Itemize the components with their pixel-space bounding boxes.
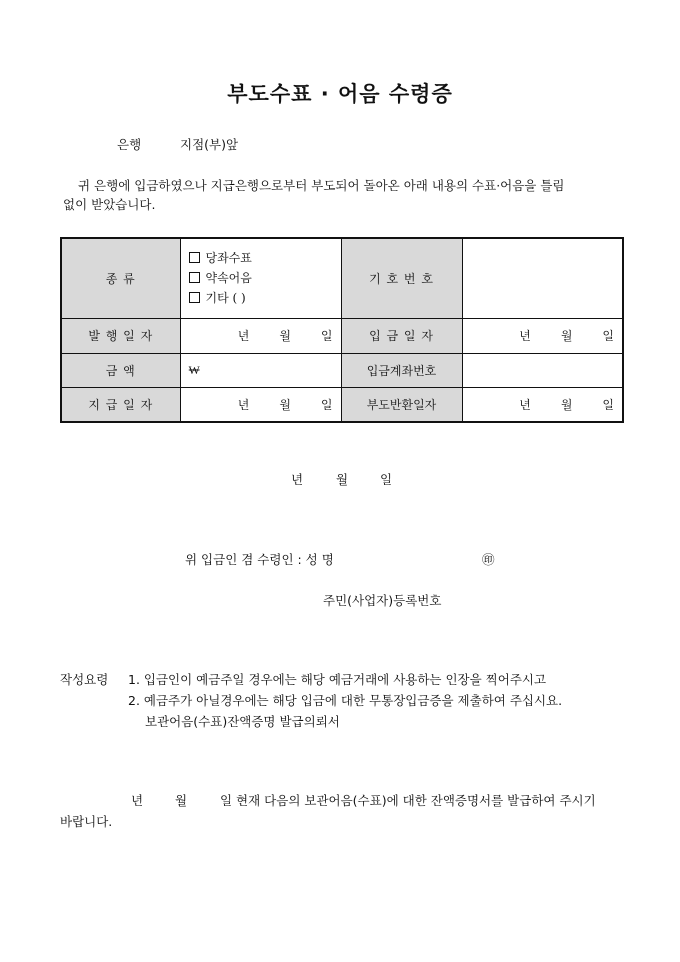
serial-number-label: 기 호 번 호 xyxy=(341,238,462,318)
deposit-date-label: 입 금 일 자 xyxy=(341,318,462,353)
note-item-1: 1. 입금인이 예금주일 경우에는 해당 예금거래에 사용하는 인장을 찍어주시고 xyxy=(128,672,547,687)
payment-date-label: 지 급 일 자 xyxy=(61,387,180,422)
certificate-request-title: 보관어음(수표)잔액증명 발급의뢰서 xyxy=(145,714,340,729)
amount-field[interactable] xyxy=(180,353,341,387)
request-year: 년 xyxy=(131,793,144,808)
payment-date-field[interactable]: 년 월 일 xyxy=(180,387,341,422)
seal-mark: ㊞ xyxy=(482,552,495,567)
bank-label: 은행 xyxy=(117,137,142,152)
serial-number-field[interactable] xyxy=(462,238,623,318)
option-other[interactable]: 기타 ( ) xyxy=(189,288,341,308)
deposit-date-field[interactable]: 년 월 일 xyxy=(462,318,623,353)
check-info-table xyxy=(60,237,624,423)
amount-label: 금 액 xyxy=(61,353,180,387)
deposit-account-label: 입금계좌번호 xyxy=(341,353,462,387)
option-current-check[interactable]: 당좌수표 xyxy=(189,248,341,268)
checkbox-icon[interactable] xyxy=(189,252,200,263)
page-title: 부도수표 · 어음 수령증 xyxy=(227,82,453,106)
registration-number-label: 주민(사업자)등록번호 xyxy=(323,593,442,608)
issue-date-field[interactable]: 년 월 일 xyxy=(180,318,341,353)
date-year: 년 xyxy=(291,472,304,487)
option-promissory-note[interactable]: 약속어음 xyxy=(189,268,341,288)
request-text: 일 현재 다음의 보관어음(수표)에 대한 잔액증명서를 발급하여 주시기 xyxy=(220,793,596,808)
date-month: 월 xyxy=(336,472,349,487)
checkbox-icon[interactable] xyxy=(189,272,200,283)
kind-label: 종 류 xyxy=(61,238,180,318)
intro-line-1: 귀 은행에 입금하였으나 지급은행으로부터 부도되어 돌아온 아래 내용의 수표·어음을 틀림 xyxy=(78,178,565,193)
intro-line-2: 없이 받았습니다. xyxy=(63,197,156,212)
return-date-label: 부도반환일자 xyxy=(341,387,462,422)
notes-heading: 작성요령 xyxy=(60,672,109,687)
branch-label: 지점(부)앞 xyxy=(180,137,239,152)
deposit-account-field[interactable] xyxy=(462,353,623,387)
note-item-2: 2. 예금주가 아닐경우에는 해당 입금에 대한 무통장입금증을 제출하여 주십시요. xyxy=(128,693,563,708)
currency-symbol: ₩ xyxy=(188,362,200,377)
checkbox-icon[interactable] xyxy=(189,292,200,303)
receiver-name-label: 위 입금인 겸 수령인 : 성 명 xyxy=(185,552,334,567)
date-day: 일 xyxy=(380,472,393,487)
issue-date-label: 발 행 일 자 xyxy=(61,318,180,353)
request-text-line-2: 바랍니다. xyxy=(60,814,113,829)
kind-options xyxy=(180,238,341,318)
return-date-field[interactable]: 년 월 일 xyxy=(462,387,623,422)
request-month: 월 xyxy=(175,793,188,808)
